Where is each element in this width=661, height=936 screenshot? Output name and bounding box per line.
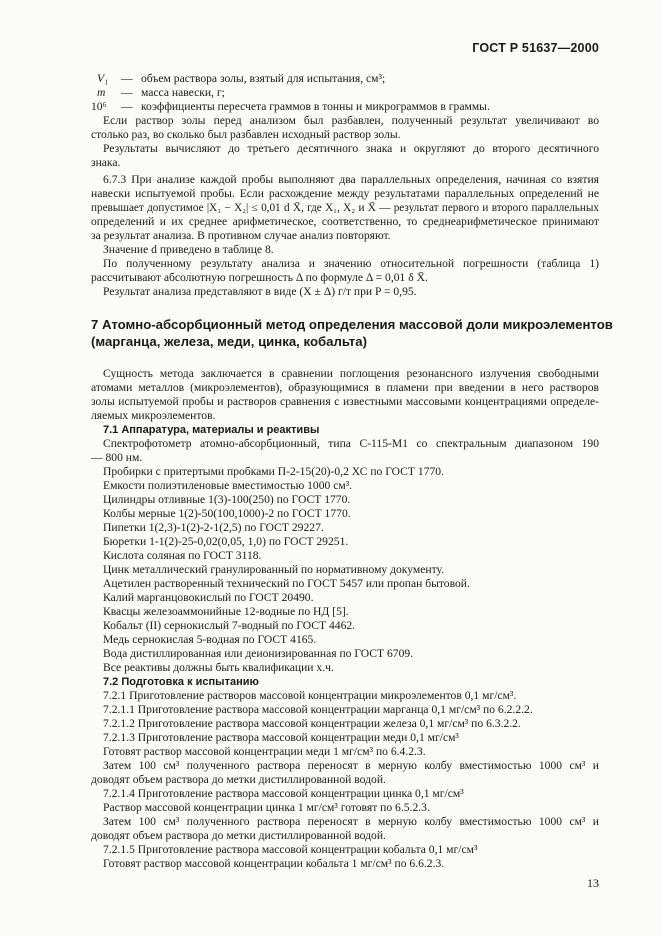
text-line: определений и их среднее арифметическое, соответственно, то среднеарифметическое принимают <box>91 215 599 228</box>
text-line: за результат анализа. В противном случае анализ повторяют. <box>91 229 391 242</box>
definition-m: m — масса навески, г; <box>97 86 225 99</box>
text-line: Значение d приведено в таблице 8. <box>103 243 274 256</box>
text-line: 7.2.1.1 Приготовление раствора массовой концентрации марганца 0,1 мг/см³ по 6.2.2.2. <box>103 703 533 716</box>
subsection-heading: 7.2 Подготовка к испытанию <box>103 676 259 688</box>
list-item: Медь сернокислая 5-водная по ГОСТ 4165. <box>103 633 317 646</box>
definition-text: коэффициенты пересчета граммов в тонны и микрограммов в граммы. <box>141 100 490 113</box>
list-item: Вода дистиллированная или деионизированная по ГОСТ 6709. <box>103 647 414 660</box>
definition-106: 10⁶ — коэффициенты пересчета граммов в тонны и микрограммов в граммы. <box>91 100 490 113</box>
text-line: 7.2.1.5 Приготовление раствора массовой концентрации кобальта 0,1 мг/см³ <box>103 843 478 856</box>
text-line: 6.7.3 При анализе каждой пробы выполняют два параллельных определения, начиная со взятия <box>103 173 599 186</box>
text-line: Результат анализа представляют в виде (X ± Δ) г/т при P = 0,95. <box>103 285 417 298</box>
text-line: Затем 100 см³ полученного раствора переносят в мерную колбу вместимостью 1000 см³ и <box>103 759 599 772</box>
list-item: Цинк металлический гранулированный по нормативному документу. <box>103 563 445 576</box>
page-number: 13 <box>587 876 599 890</box>
definition-symbol: V₁ <box>97 72 109 85</box>
text-line: атомами металлов (микроэлементов), образующимися в пламени при введении в него растворов <box>91 381 599 394</box>
list-item: Цилиндры отливные 1(3)-100(250) по ГОСТ 1770. <box>103 493 351 506</box>
text-line: столько раз, во сколько был разбавлен исходный раствор золы. <box>91 128 401 141</box>
list-item: Емкости полиэтиленовые вместимостью 1000 см³. <box>103 479 353 492</box>
list-item: Кобальт (II) сернокислый 7-водный по ГОСТ 4462. <box>103 619 356 632</box>
text-line: рассчитывают абсолютную погрешность Δ по формуле Δ = 0,01 δ X̄. <box>91 271 428 284</box>
definition-symbol: m <box>97 86 106 99</box>
section-title: (марганца, железа, меди, цинка, кобальта) <box>91 334 367 349</box>
text-line: Готовят раствор массовой концентрации кобальта 1 мг/см³ по 6.6.2.3. <box>103 857 445 870</box>
list-item: Колбы мерные 1(2)-50(100,1000)-2 по ГОСТ 1770. <box>103 507 351 520</box>
section-title: 7 Атомно-абсорбционный метод определения массовой доли микроэлементов <box>91 317 613 332</box>
page-header: ГОСТ Р 51637—2000 <box>472 41 599 55</box>
definition-text: объем раствора золы, взятый для испытания, см³; <box>141 72 386 85</box>
text-line: Результаты вычисляют до третьего десятичного знака и округляют до второго десятичного <box>103 142 599 155</box>
text-line: навески испытуемой пробы. Если расхождение между результатами параллельных определений не <box>91 187 599 200</box>
list-item: Пипетки 1(2,3)-1(2)-2-1(2,5) по ГОСТ 29227. <box>103 521 324 534</box>
text-line: ляемых микроэлементов. <box>91 409 216 422</box>
list-item: Бюретки 1-1(2)-25-0,02(0,05, 1,0) по ГОСТ 29251. <box>103 535 349 548</box>
text-line: Если раствор золы перед анализом был разбавлен, полученный результат увеличивают во <box>103 114 599 127</box>
text-line: Готовят раствор массовой концентрации меди 1 мг/см³ по 6.4.2.3. <box>103 745 426 758</box>
text-line: 7.2.1.4 Приготовление раствора массовой концентрации цинка 0,1 мг/см³ <box>103 787 464 800</box>
list-item: Квасцы железоаммонийные 12-водные по НД [5]. <box>103 605 349 618</box>
text-line: 7.2.1.3 Приготовление раствора массовой концентрации меди 0,1 мг/см³ <box>103 731 459 744</box>
definition-v1: V₁ — объем раствора золы, взятый для испытания, см³; <box>97 72 386 85</box>
list-item: Калий марганцовокислый по ГОСТ 20490. <box>103 591 314 604</box>
text-line: По полученному результату анализа и значению относительной погрешности (таблица 1) <box>103 257 599 270</box>
list-item: Пробирки с притертыми пробками П-2-15(20)-0,2 ХС по ГОСТ 1770. <box>103 465 444 478</box>
text-line: золы испытуемой пробы и растворов сравнения с известными массовыми концентрациями определе- <box>91 395 599 408</box>
text-line: превышает допустимое |X₁ − X₂| ≤ 0,01 d X̄, где X₁, X₂ и X̄ — результат первого и второго параллельных <box>91 202 599 214</box>
text-line: — 800 нм. <box>91 451 143 464</box>
definition-text: масса навески, г; <box>141 86 225 99</box>
text-line: 7.2.1.2 Приготовление раствора массовой концентрации железа 0,1 мг/см³ по 6.3.2.2. <box>103 717 521 730</box>
text-line: Сущность метода заключается в сравнении поглощения резонансного излучения свободными <box>103 367 599 380</box>
list-item: Все реактивы должны быть квалификации х.ч. <box>103 661 334 674</box>
text-line: Раствор массовой концентрации цинка 1 мг/см³ готовят по 6.5.2.3. <box>103 801 430 814</box>
text-line: знака. <box>91 156 121 169</box>
list-item: Ацетилен растворенный технический по ГОСТ 5457 или пропан бытовой. <box>103 577 470 590</box>
list-item: Кислота соляная по ГОСТ 3118. <box>103 549 262 562</box>
text-line: доводят объем раствора до метки дистиллированной водой. <box>91 829 386 842</box>
definition-symbol: 10⁶ <box>91 100 107 113</box>
subsection-heading: 7.1 Аппаратура, материалы и реактивы <box>103 424 320 436</box>
text-line: доводят объем раствора до метки дистиллированной водой. <box>91 773 386 786</box>
text-line: Затем 100 см³ полученного раствора переносят в мерную колбу вместимостью 1000 см³ и <box>103 815 599 828</box>
text-line: Спектрофотометр атомно-абсорбционный, типа С-115-М1 со спектральным диапазоном 190 <box>103 437 599 450</box>
text-line: 7.2.1 Приготовление растворов массовой концентрации микроэлементов 0,1 мг/см³. <box>103 689 517 702</box>
